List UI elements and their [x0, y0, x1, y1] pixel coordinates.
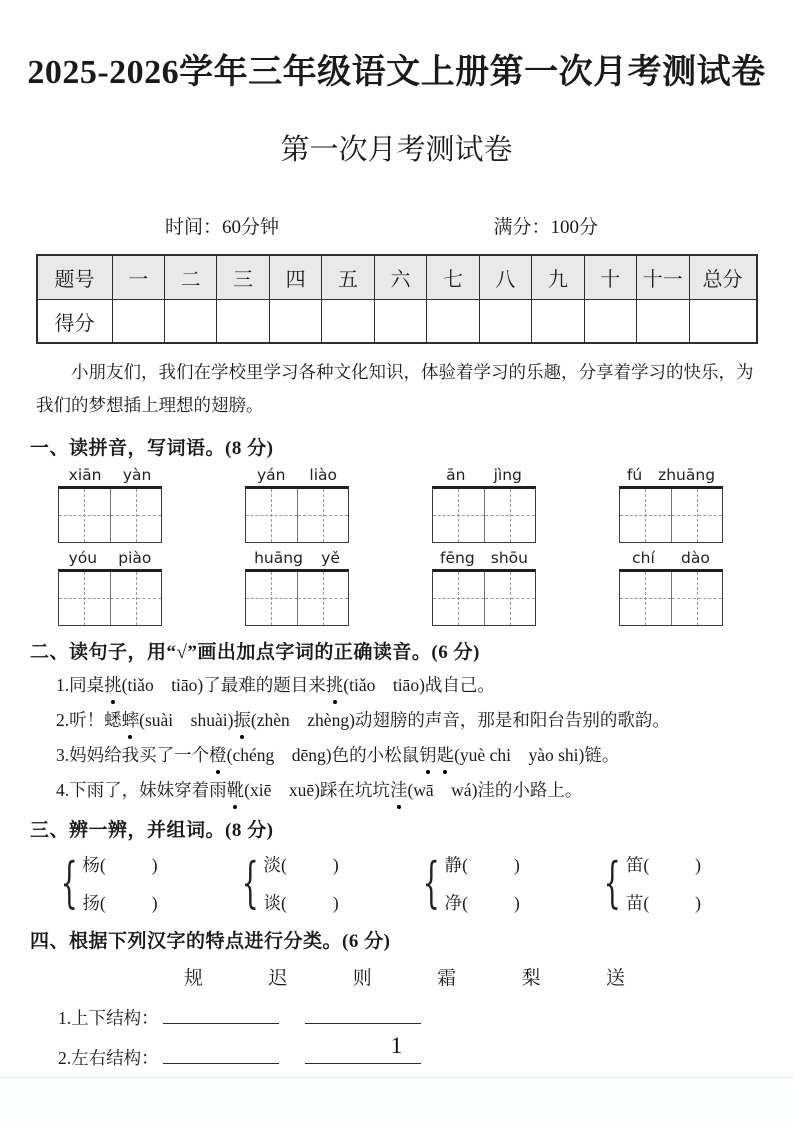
pinyin-syllable: yě [321, 548, 340, 567]
score-cell [269, 300, 321, 344]
score-cell [479, 300, 531, 344]
word-pair-lines [445, 852, 520, 915]
pinyin-syllable: yàn [122, 465, 152, 484]
sentence-item [56, 742, 773, 769]
dotted-char: 挑 [104, 672, 122, 699]
word-pair-lines [82, 852, 157, 915]
section-two-heading: 二、读句子，用“√”画出加点字词的正确读音。(6 分) [30, 641, 480, 663]
word-pair [414, 852, 520, 915]
word-pair-line: 净( ) [444, 893, 520, 914]
sentence-text: 1.同桌 [56, 674, 105, 695]
pair-character: 净 [444, 893, 463, 914]
writing-grid-cell [110, 489, 162, 542]
dotted-char: 钥 [419, 742, 437, 769]
writing-grid-cell [110, 572, 162, 625]
classify-char: 霜 [437, 968, 457, 990]
brace-icon: { [60, 851, 78, 915]
dotted-char: 洼 [390, 777, 408, 804]
pair-character: 杨 [82, 855, 100, 876]
classify-char: 梨 [521, 968, 541, 990]
pinyin-label [619, 466, 723, 484]
score-table [36, 254, 758, 344]
score-table-header-cell: 七 [427, 255, 479, 300]
pinyin-word-group [245, 549, 349, 626]
score-table-header-cell: 十一 [637, 255, 689, 300]
writing-grid [619, 569, 723, 626]
pinyin-label [58, 549, 162, 567]
pinyin-label [432, 549, 536, 567]
word-pair-line: 苗( ) [625, 893, 701, 914]
score-cell [164, 300, 216, 344]
pinyin-label [58, 466, 162, 484]
pinyin-row [58, 549, 723, 626]
pinyin-word-group [58, 549, 162, 626]
score-cell [689, 300, 757, 344]
writing-grid-cell [297, 572, 349, 625]
score-table-header-cell: 六 [374, 255, 426, 300]
dotted-char: 靴 [227, 777, 245, 804]
writing-grid [619, 486, 723, 543]
writing-grid-cell [246, 572, 297, 625]
classify-char: 规 [184, 968, 204, 990]
section-one-heading: 一、读拼音，写词语。(8 分) [30, 437, 274, 459]
sentence-item [56, 672, 773, 699]
writing-grid-cell [620, 572, 671, 625]
writing-grid [432, 486, 536, 543]
page-subtitle: 第一次月考测试卷 [280, 134, 513, 166]
pinyin-syllable: piào [118, 548, 152, 567]
score-table-header-cell: 五 [322, 255, 374, 300]
score-cell [637, 300, 689, 344]
word-pair-line: 谈( ) [263, 893, 339, 914]
writing-grid-cell [484, 489, 536, 542]
pinyin-label [432, 466, 536, 484]
writing-grid-cell [297, 489, 349, 542]
section-one [0, 433, 793, 626]
pinyin-syllable: xiān [68, 465, 102, 484]
pinyin-syllable: yán [256, 465, 286, 484]
writing-grid [245, 569, 349, 626]
dotted-char: 匙 [437, 742, 455, 769]
writing-grid-cell [620, 489, 671, 542]
classify-character-row [184, 963, 625, 990]
pinyin-syllable: chí [632, 548, 655, 567]
pinyin-syllable: dào [681, 548, 710, 567]
writing-grid-cell [671, 572, 723, 625]
writing-grid-cell [484, 572, 536, 625]
pinyin-label [619, 549, 723, 567]
pinyin-syllable: fú [626, 465, 643, 484]
pinyin-syllable: liào [309, 465, 338, 484]
writing-grid-cell [246, 489, 297, 542]
score-table-header-cell: 八 [479, 255, 531, 300]
pinyin-syllable: yóu [68, 548, 98, 567]
sentence-item [56, 707, 773, 734]
word-pair [233, 852, 339, 915]
writing-grid [432, 569, 536, 626]
full-score-label: 满分：100分 [493, 217, 598, 238]
writing-grid-cell [433, 489, 484, 542]
sentence-text: 4.下雨了，妹妹穿着雨 [56, 780, 227, 801]
writing-grid [58, 486, 162, 543]
pinyin-syllable: shōu [490, 548, 528, 567]
pinyin-syllable: ān [446, 465, 466, 484]
score-table-header-cell: 九 [532, 255, 584, 300]
classify-char: 迟 [268, 968, 288, 990]
score-cell [112, 300, 164, 344]
pair-character: 苗 [625, 893, 644, 914]
page-number: 1 [390, 1033, 403, 1058]
scan-edge-footer [0, 1078, 793, 1122]
exam-meta [165, 212, 598, 239]
intro-paragraph: 小朋友们，我们在学校里学习各种文化知识，体验着学习的乐趣，分享着学习的快乐，为我们的梦想插上理想的翅膀。 [36, 362, 754, 415]
pinyin-syllable: fēng [440, 548, 475, 567]
writing-grid-cell [433, 572, 484, 625]
pinyin-row [58, 466, 723, 543]
word-pair-row [52, 852, 701, 915]
classify-char: 送 [605, 968, 625, 990]
section-three [0, 815, 793, 915]
pair-character: 扬 [82, 893, 100, 914]
writing-grid-cell [59, 489, 110, 542]
classify-line-label: 1.上下结构： [58, 1008, 159, 1029]
score-table-header-cell: 总分 [689, 255, 757, 300]
score-row-label: 得分 [37, 300, 113, 344]
dotted-char: 挑 [326, 672, 344, 699]
score-table-header-row [37, 255, 757, 300]
sentence-text: (zhèn zhèng)动翅膀的声音，那是和阳台告别的歌韵。 [250, 709, 670, 730]
classify-line-label: 2.左右结构： [58, 1048, 159, 1069]
pinyin-word-group [432, 549, 536, 626]
brace-icon: { [422, 851, 441, 915]
sentence-text: (chéng dēng)色的小松鼠 [226, 745, 420, 766]
score-cell [322, 300, 374, 344]
pinyin-word-group [432, 466, 536, 543]
brace-icon: { [604, 851, 622, 915]
word-pair-line: 淡( ) [263, 855, 339, 876]
page-title: 2025-2026学年三年级语文上册第一次月考测试卷 [27, 54, 766, 91]
section-four-heading: 四、根据下列汉字的特点进行分类。(6 分) [30, 931, 391, 953]
pinyin-word-group [245, 466, 349, 543]
sentence-item [56, 777, 773, 804]
classify-char: 则 [352, 968, 372, 990]
dotted-char: 振 [233, 707, 251, 734]
writing-grid-cell [671, 489, 723, 542]
pinyin-syllable: zhuāng [658, 465, 716, 484]
word-pair [595, 852, 701, 915]
pair-character: 淡 [263, 855, 282, 876]
dotted-char: 橙 [209, 742, 227, 769]
score-cell [427, 300, 479, 344]
score-cell [374, 300, 426, 344]
pinyin-syllable: jìng [493, 465, 522, 484]
word-pair-line: 扬( ) [82, 893, 158, 914]
pinyin-grid-area [0, 466, 793, 626]
pinyin-syllable: huāng [254, 548, 303, 567]
score-cell [584, 300, 636, 344]
writing-grid [58, 569, 162, 626]
pinyin-label [245, 549, 349, 567]
sentence-text: (wā wá)洼的小路上。 [407, 780, 583, 801]
sentence-text: (xiē xuē)踩在坑坑 [244, 780, 390, 801]
classify-line [58, 1005, 793, 1030]
word-pair-lines [626, 852, 701, 915]
section-two [0, 637, 793, 805]
pinyin-label [245, 466, 349, 484]
score-table-header-cell: 三 [217, 255, 269, 300]
score-table-body-row [37, 300, 757, 344]
answer-blank [163, 1008, 279, 1024]
writing-grid-cell [59, 572, 110, 625]
word-pair-lines [264, 852, 339, 915]
score-table-header-cell: 十 [584, 255, 636, 300]
score-table-header-cell: 二 [164, 255, 216, 300]
scan-edge-line [0, 1077, 793, 1078]
sentence-text: (suài shuài) [139, 709, 234, 730]
section-three-heading: 三、辨一辨，并组词。(8 分) [30, 820, 274, 842]
sentence-list [0, 672, 793, 805]
answer-blank [305, 1008, 421, 1024]
word-pair-line: 静( ) [444, 855, 520, 876]
word-pair [52, 852, 158, 915]
pinyin-word-group [58, 466, 162, 543]
sentence-text: (yuè chi yào shi)链。 [454, 745, 620, 766]
pair-character: 谈 [263, 893, 282, 914]
sentence-text: 3.妈妈给我买了一个 [56, 745, 210, 766]
word-pair-line: 笛( ) [625, 855, 701, 876]
dotted-char: 蟀 [122, 707, 140, 734]
score-cell [217, 300, 269, 344]
pinyin-word-group [619, 466, 723, 543]
time-limit-label: 时间：60分钟 [165, 217, 280, 238]
sentence-text: (tiǎo tiāo)了最难的题目来 [121, 674, 326, 695]
word-pair-line: 杨( ) [82, 855, 158, 876]
score-table-corner-cell: 题号 [37, 255, 113, 300]
score-cell [532, 300, 584, 344]
brace-icon: { [241, 851, 259, 915]
writing-grid [245, 486, 349, 543]
sentence-text: 2.听！蟋 [56, 709, 122, 730]
score-table-header-cell: 四 [269, 255, 321, 300]
pair-character: 静 [444, 855, 463, 876]
pinyin-word-group [619, 549, 723, 626]
pair-character: 笛 [625, 855, 644, 876]
sentence-text: (tiǎo tiāo)战自己。 [343, 674, 495, 695]
score-table-header-cell: 一 [112, 255, 164, 300]
